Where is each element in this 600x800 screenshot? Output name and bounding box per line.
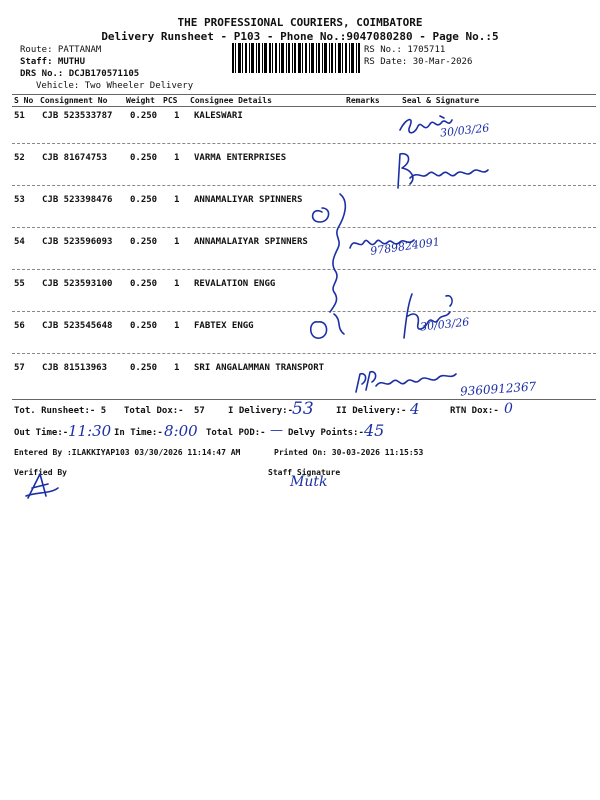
col-seal: Seal & Signature [402,96,480,105]
row-pcs: 1 [174,153,180,163]
row-sno: 51 [14,111,25,121]
rtn-dox-value: 0 [504,401,513,417]
rtn-dox-label: RTN Dox:- [450,406,499,416]
signature-date-row51: 30/03/26 [439,121,490,140]
row-pcs: 1 [174,363,180,373]
col-weight: Weight [126,96,155,105]
row-weight: 0.250 [130,195,158,205]
row-consignee: SRI ANGALAMMAN TRANSPORT [194,363,325,373]
printed-on: Printed On: 30-03-2026 11:15:53 [274,448,424,457]
total-pod-label: Total POD:- [206,428,266,438]
i-delivery-label: I Delivery:- [228,406,294,416]
entered-by: Entered By :ILAKKIYAP103 03/30/2026 11:14:47 AM [14,448,241,457]
tot-runsheet: Tot. Runsheet:- 5 [14,406,107,416]
total-dox-label: Total Dox:- [124,406,184,416]
signature-date-row56: 30/03/26 [419,315,470,334]
row-weight: 0.250 [130,111,158,121]
delvy-points-label: Delvy Points:- [288,428,364,438]
header-top-rule [12,94,596,95]
row-weight: 0.250 [130,153,158,163]
row-sno: 54 [14,237,25,247]
ii-delivery-label: II Delivery:- [336,406,407,416]
row-pcs: 1 [174,237,180,247]
i-delivery-value: 53 [292,399,314,419]
row-sno: 56 [14,321,25,331]
company-name: THE PROFESSIONAL COURIERS, COIMBATORE [177,16,423,29]
row-consignment: CJB 523533787 [42,111,113,121]
row-consignee: FABTEX ENGG [194,321,254,331]
total-dox-value: 57 [194,406,205,416]
row-weight: 0.250 [130,279,158,289]
row-consignment: CJB 81674753 [42,153,108,163]
row-consignment: CJB 81513963 [42,363,108,373]
row-consignee: VARMA ENTERPRISES [194,153,287,163]
row-sno: 52 [14,153,25,163]
row-sno: 55 [14,279,25,289]
staff-signature-label: Staff Signature [268,468,341,477]
out-time-value: 11:30 [68,422,112,440]
row-consignment: CJB 523398476 [42,195,113,205]
col-consignee: Consignee Details [190,96,272,105]
rs-number: RS No.: 1705711 [364,45,446,55]
row-pcs: 1 [174,279,180,289]
route-label: Route: PATTANAM [20,45,102,55]
row-pcs: 1 [174,111,180,121]
drs-number: DRS No.: DCJB170571105 [20,69,140,79]
header-bottom-rule [12,106,596,107]
out-time-label: Out Time:- [14,428,69,438]
row-weight: 0.250 [130,363,158,373]
row-consignee: KALESWARI [194,111,243,121]
row-consignment: CJB 523596093 [42,237,113,247]
staff-label: Staff: MUTHU [20,57,86,67]
phone-row57: 9360912367 [459,379,537,399]
delvy-points-value: 45 [364,421,385,440]
row-consignee: REVALATION ENGG [194,279,276,289]
row-pcs: 1 [174,195,180,205]
phone-row54: 9789824091 [369,235,441,258]
in-time-label: In Time:- [114,428,163,438]
col-sno: S No [14,96,34,105]
row-divider [12,143,596,144]
row-consignee: ANNAMALAIYAR SPINNERS [194,237,308,247]
staff-signature-ink: Mutk [290,474,328,490]
col-pcs: PCS [163,96,178,105]
row-weight: 0.250 [130,321,158,331]
row-consignment: CJB 523593100 [42,279,113,289]
verifier-signature [22,470,62,500]
vehicle-label: Vehicle: Two Wheeler Delivery [36,81,194,91]
ii-delivery-value: 4 [410,400,420,418]
row-sno: 57 [14,363,25,373]
row-consignment: CJB 523545648 [42,321,113,331]
col-consignment: Consignment No [40,96,108,105]
row-pcs: 1 [174,321,180,331]
barcode [232,43,360,73]
rs-date: RS Date: 30-Mar-2026 [364,57,473,67]
col-remarks: Remarks [346,96,380,105]
signature-row52 [388,148,498,190]
total-pod-value: — [270,423,283,438]
verified-by-label: Verified By [14,468,67,477]
in-time-value: 8:00 [164,422,198,440]
row-sno: 53 [14,195,25,205]
row-divider [12,185,596,186]
row-weight: 0.250 [130,237,158,247]
row-consignee: ANNAMALIYAR SPINNERS [194,195,303,205]
signature-row53-54 [300,188,360,358]
runsheet-title: Delivery Runsheet - P103 - Phone No.:9047080280 - Page No.:5 [101,30,499,43]
signature-row57 [352,366,462,396]
